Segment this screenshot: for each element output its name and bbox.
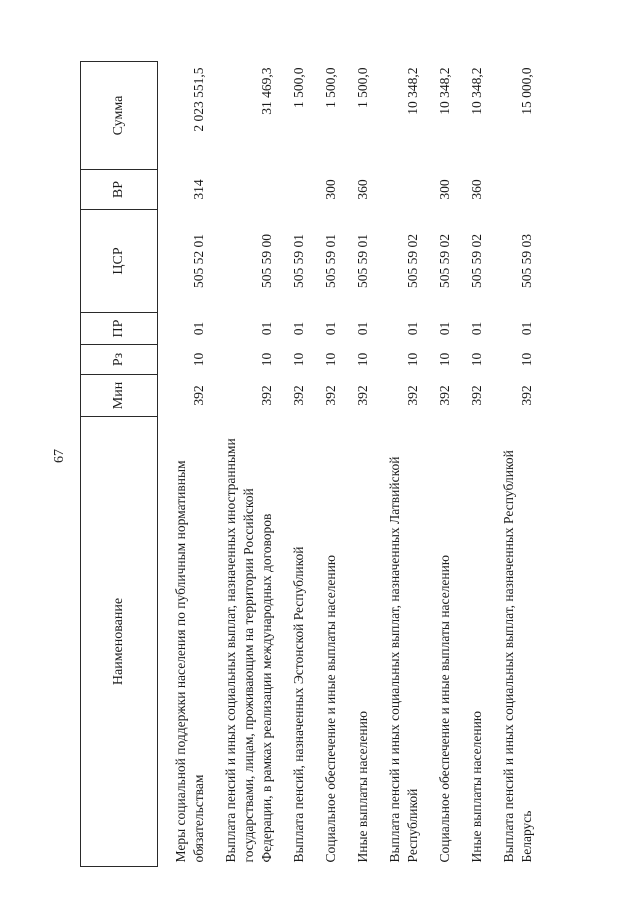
header-pr: ПР	[81, 313, 158, 345]
row-pr: 01	[519, 321, 534, 336]
header-sum: Сумма	[81, 62, 158, 170]
row-rz: 10	[291, 352, 306, 367]
row-name: Выплата пенсий и иных социальных выплат, назначенных иностранными государствами, лицам, проживающим на территории Российской Федерации, в рамках реализации международных договоров	[223, 438, 274, 863]
row-name: Иные выплаты населению	[355, 711, 370, 863]
row-name: Выплата пенсий и иных социальных выплат, назначенных Республикой Беларусь	[501, 450, 534, 863]
row-vr	[386, 170, 422, 210]
row-pr: 01	[469, 321, 484, 336]
spacer-row	[308, 62, 322, 867]
header-row	[81, 62, 158, 867]
row-sum: 10 348,2	[469, 67, 484, 115]
table-row	[322, 62, 340, 867]
row-min: 392	[469, 385, 484, 406]
row-rz: 10	[259, 352, 274, 367]
table-row	[386, 62, 422, 867]
spacer-row	[422, 62, 436, 867]
row-vr: 314	[191, 179, 206, 200]
row-sum: 31 469,3	[259, 67, 274, 115]
row-rz: 10	[355, 352, 370, 367]
row-name: Выплата пенсий, назначенных Эстонской Республикой	[291, 546, 306, 863]
budget-table	[80, 61, 536, 867]
row-vr	[222, 170, 276, 210]
row-vr: 360	[355, 179, 370, 200]
budget-table-rotated	[80, 62, 560, 867]
row-rz: 10	[405, 352, 420, 367]
row-rz: 10	[437, 352, 452, 367]
table-row	[468, 62, 486, 867]
row-name: Социальное обеспечение и иные выплаты населению	[437, 555, 452, 863]
header-min: Мин	[81, 375, 158, 417]
row-name: Иные выплаты населению	[469, 711, 484, 863]
row-rz: 10	[519, 352, 534, 367]
header-vr: ВР	[81, 170, 158, 210]
row-csr: 505 59 00	[259, 234, 274, 288]
table-body	[158, 62, 537, 867]
table-row	[436, 62, 454, 867]
row-name: Меры социальной поддержки населения по публичным нормативным обязательствам	[173, 460, 206, 863]
row-sum: 1 500,0	[323, 67, 338, 108]
spacer-row	[454, 62, 468, 867]
row-sum: 10 348,2	[437, 67, 452, 115]
spacer-row	[372, 62, 386, 867]
row-pr: 01	[291, 321, 306, 336]
row-sum: 1 500,0	[291, 67, 306, 108]
row-rz: 10	[191, 352, 206, 367]
spacer-row	[276, 62, 290, 867]
spacer-row	[486, 62, 500, 867]
table-row	[354, 62, 372, 867]
row-rz: 10	[323, 352, 338, 367]
row-sum: 15 000,0	[519, 67, 534, 115]
row-csr: 505 59 01	[355, 234, 370, 288]
row-min: 392	[191, 385, 206, 406]
spacer-row	[340, 62, 354, 867]
row-csr: 505 59 02	[469, 234, 484, 288]
row-vr: 360	[469, 179, 484, 200]
row-csr: 505 59 01	[323, 234, 338, 288]
row-min: 392	[291, 385, 306, 406]
row-min: 392	[437, 385, 452, 406]
header-name: Наименование	[81, 417, 158, 867]
row-csr: 505 59 01	[291, 234, 306, 288]
table-row	[290, 62, 308, 867]
row-vr	[500, 170, 536, 210]
row-sum: 10 348,2	[405, 67, 420, 115]
table-row	[500, 62, 536, 867]
row-name: Выплата пенсий и иных социальных выплат, назначенных Латвийской Республикой	[387, 456, 420, 863]
row-pr: 01	[437, 321, 452, 336]
row-pr: 01	[355, 321, 370, 336]
table-row	[222, 62, 276, 867]
row-min: 392	[519, 385, 534, 406]
spacer-row	[158, 62, 173, 867]
table-header	[81, 62, 158, 867]
row-rz: 10	[469, 352, 484, 367]
row-pr: 01	[259, 321, 274, 336]
header-csr: ЦСР	[81, 210, 158, 313]
row-vr	[290, 170, 308, 210]
row-vr: 300	[437, 179, 452, 200]
row-pr: 01	[191, 321, 206, 336]
row-csr: 505 52 01	[191, 234, 206, 288]
row-min: 392	[259, 385, 274, 406]
row-sum: 2 023 551,5	[191, 67, 206, 132]
row-min: 392	[405, 385, 420, 406]
row-csr: 505 59 02	[405, 234, 420, 288]
row-pr: 01	[323, 321, 338, 336]
header-rz: Рз	[81, 345, 158, 375]
row-min: 392	[355, 385, 370, 406]
row-csr: 505 59 03	[519, 234, 534, 288]
row-min: 392	[323, 385, 338, 406]
row-vr: 300	[323, 179, 338, 200]
row-sum: 1 500,0	[355, 67, 370, 108]
spacer-row	[208, 62, 222, 867]
row-pr: 01	[405, 321, 420, 336]
table-row	[172, 62, 208, 867]
row-csr: 505 59 02	[437, 234, 452, 288]
page-number: 67	[52, 449, 67, 463]
row-name: Социальное обеспечение и иные выплаты населению	[323, 555, 338, 863]
